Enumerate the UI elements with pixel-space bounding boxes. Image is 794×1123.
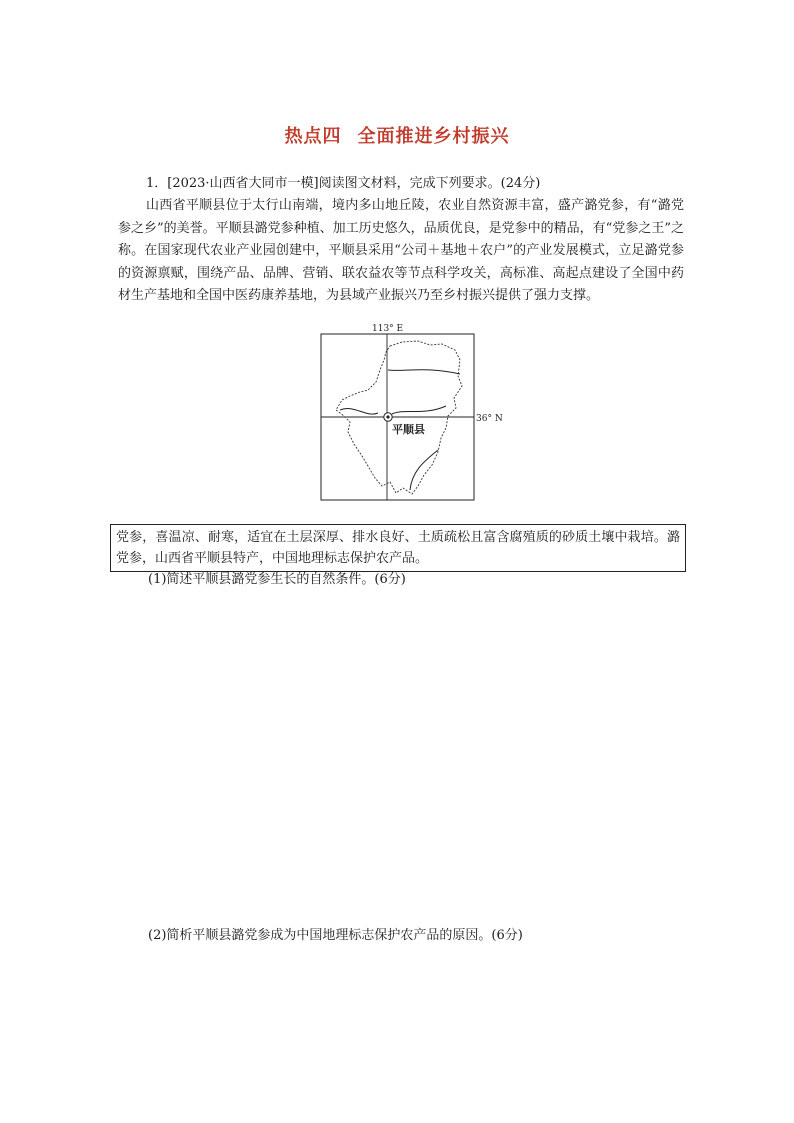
longitude-label: 113° E	[372, 324, 404, 334]
river-south	[410, 450, 438, 490]
county-location-map	[320, 320, 503, 505]
river-east	[392, 406, 446, 414]
title-part1: 热点四	[284, 126, 342, 147]
county-seat-dot	[386, 415, 389, 418]
question-body: 山西省平顺县位于太行山南端，境内多山地丘陵，农业自然资源丰富，盛产潞党参，有“潞党参之乡”的美誉。平顺县潞党参种植、加工历史悠久，品质优良，是党参中的精品，有“党参之王”之称。在国家现代农业产业园创建中，平顺县采用“公司＋基地＋农户”的产业发展模式，立足潞党参的资源禀赋，围绕产品、品牌、营销、联农益农等节点科学攻关，高标准、高起点建设了全国中药材生产基地和全国中医药康养基地，为县域产业振兴乃至乡村振兴提供了强力支撑。	[118, 198, 684, 303]
title-part2: 全面推进乡村振兴	[357, 126, 510, 147]
sub-question-2: (2)简析平顺县潞党参成为中国地理标志保护农产品的原因。(6分)	[148, 928, 523, 943]
latitude-label: 36° N	[476, 414, 503, 424]
river-middle	[340, 408, 378, 414]
material-box: 党参，喜温凉、耐寒，适宜在土层深厚、排水良好、土质疏松且富含腐殖质的砂质土壤中栽培。潞党参，山西省平顺县特产，中国地理标志保护农产品。	[110, 524, 686, 572]
county-label: 平顺县	[392, 423, 425, 436]
question-header: 1．[2023·山西省大同市一模]阅读图文材料，完成下列要求。(24分)	[146, 176, 541, 191]
page-title	[0, 122, 794, 148]
sub-question-1: (1)简述平顺县潞党参生长的自然条件。(6分)	[148, 572, 406, 587]
river-north	[388, 370, 460, 374]
county-boundary	[336, 341, 462, 494]
